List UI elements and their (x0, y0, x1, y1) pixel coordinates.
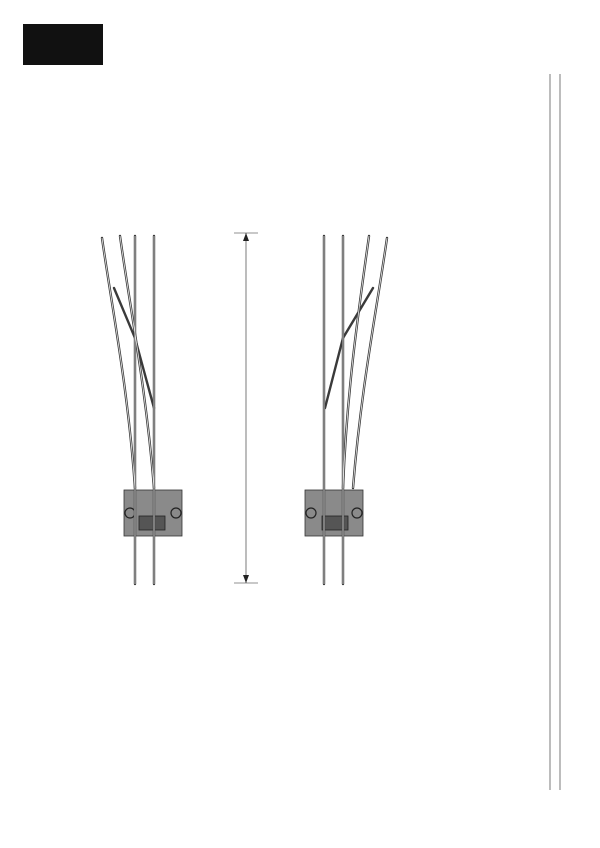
scale-ruler (528, 66, 584, 796)
peco-logo (23, 24, 103, 65)
turnout-left-info (86, 148, 89, 164)
turnout-right-info (312, 148, 315, 164)
turnout-right-chairs-box (305, 490, 363, 536)
turnout-right-sku-line (312, 152, 315, 164)
turnout-right-drawing (295, 228, 395, 593)
turnout-left-sku-line (86, 152, 89, 164)
turnout-left-drawing (90, 228, 190, 593)
dimension-line (230, 228, 260, 588)
